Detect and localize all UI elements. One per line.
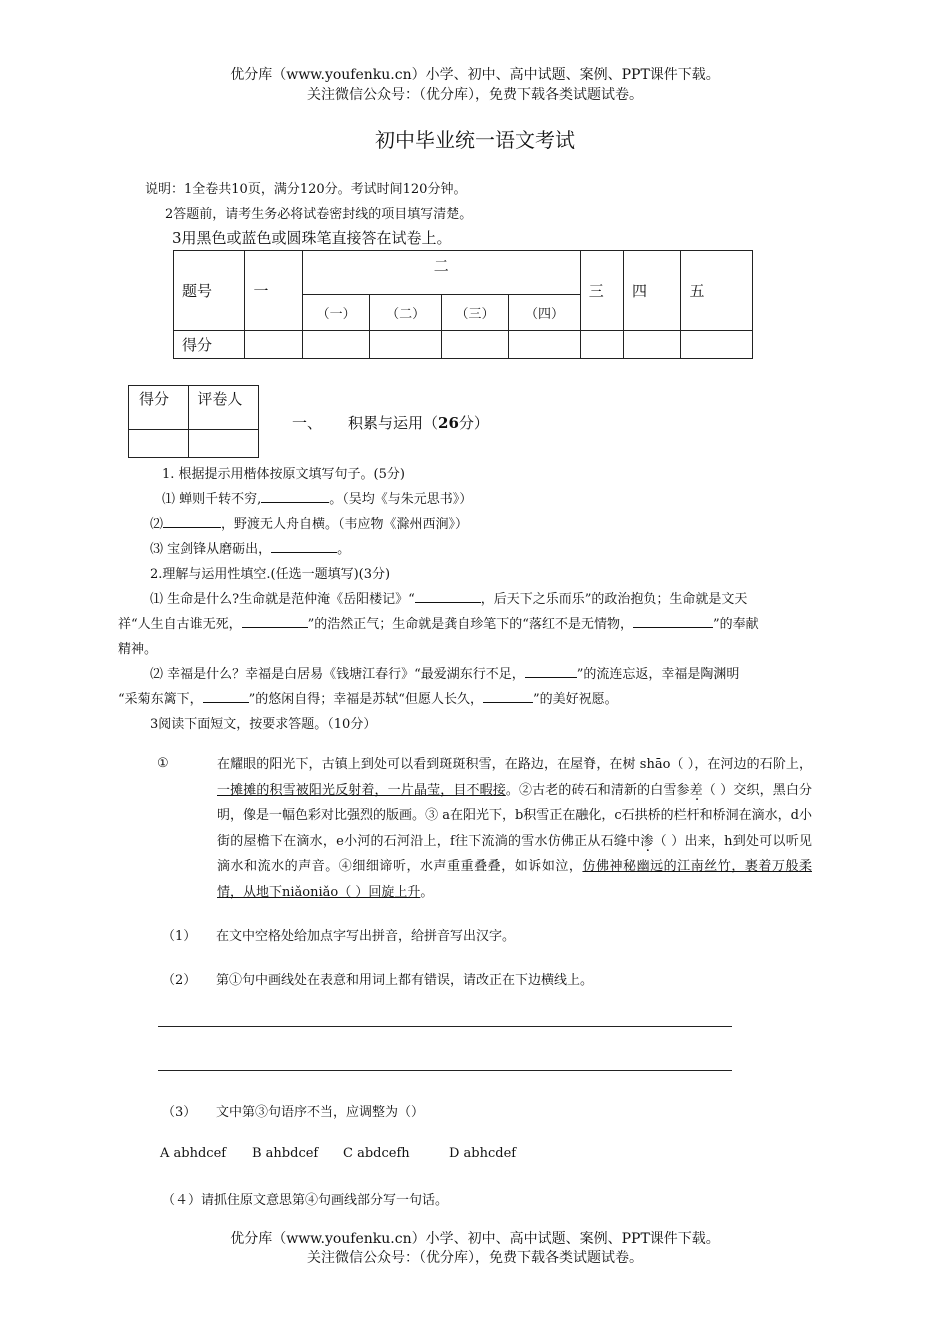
score-table-sub-2: （二） [370, 295, 441, 331]
q2-p2-c: “采菊东篱下， [118, 692, 203, 707]
score-cell[interactable] [245, 331, 302, 359]
q2-p2-blank-2[interactable] [203, 689, 249, 703]
score-table-sub-3: （三） [441, 295, 508, 331]
score-table-col-5: 五 [681, 251, 753, 331]
score-cell[interactable] [441, 331, 508, 359]
score-cell[interactable] [302, 331, 369, 359]
score-cell[interactable] [681, 331, 753, 359]
passage-underline-1: 一摊摊的积雪被阳光反射着，一片晶莹，目不暇接 [217, 782, 506, 798]
passage-part-1: 在耀眼的阳光下，古镇上到处可以看到斑斑积雪，在路边，在屋脊，在树 shāo（ ），在河边的石阶上， [217, 757, 812, 772]
q3-sub3-number: （3） [162, 1105, 197, 1120]
q1-a-suffix: 。（吴均《与朱元思书》） [329, 492, 473, 507]
passage-dotted-char-2: 渗 [640, 833, 654, 849]
q2-p1-blank-3[interactable] [633, 614, 713, 628]
q1-a-blank[interactable] [261, 489, 329, 503]
q3-sub1-text: 在文中空格处给加点字写出拼音，给拼音写出汉字。 [216, 929, 516, 944]
page-title: 初中毕业统一语文考试 [375, 128, 575, 152]
q3-sub2-number: （2） [162, 973, 197, 988]
q2-p2-e: ”的美好祝愿。 [532, 692, 618, 707]
q3-sub2-text: 第①句中画线处在表意和用词上都有错误，请改正在下边横线上。 [216, 973, 594, 988]
passage-part-3: 。②古老的砖石和清新的白雪参 [505, 782, 690, 798]
section-1-number: 一、 [292, 414, 323, 432]
q3-passage-marker: ① [157, 756, 169, 771]
score-cell[interactable] [370, 331, 441, 359]
footer-line-1: 优分库（www.youfenku.cn）小学、初中、高中试题、案例、PPT课件下载。 [230, 1231, 720, 1247]
grader-table [128, 385, 259, 458]
q2-p1-c: 祥“人生自古谁无死， [118, 617, 242, 632]
instruction-2: 2答题前，请考生务必将试卷密封线的项目填写清楚。 [165, 207, 473, 222]
q1-item-a [162, 488, 472, 507]
q2-p1-blank-1[interactable] [415, 589, 481, 603]
q1-b-suffix: ，野渡无人舟自横。（韦应物《滁州西涧》） [221, 517, 469, 532]
q2-p1-b: ，后天下之乐而乐”的政治抱负；生命就是文天 [480, 592, 748, 607]
score-table-score-label: 得分 [174, 331, 245, 359]
score-table-sub-1: （一） [302, 295, 369, 331]
q2-p2-d: ”的悠闲自得；幸福是苏轼“但愿人长久， [248, 692, 483, 707]
q1-c-suffix: 。 [337, 542, 351, 557]
score-table-col-1: 一 [245, 251, 302, 331]
score-cell[interactable] [624, 331, 681, 359]
q3-stem: 3阅读下面短文，按要求答题。（10分） [150, 717, 377, 732]
q2-p2-b: ”的流连忘返，幸福是陶渊明 [576, 667, 740, 682]
passage-part-7: 。 [420, 884, 434, 900]
instruction-1: 说明：1全卷共10页，满分120分。考试时间120分钟。 [145, 182, 467, 197]
passage-dotted-char-1: 差 [689, 782, 703, 798]
q2-p1-a: ⑴ 生命是什么?生命就是范仲淹《岳阳楼记》“ [150, 592, 415, 607]
section-1-name: 积累与运用（ [348, 414, 439, 432]
grader-score-cell[interactable] [129, 430, 189, 458]
q1-a-prefix: ⑴ 蝉则千转不穷, [162, 492, 262, 507]
score-table-question-label: 题号 [174, 251, 245, 331]
q1-item-c [150, 538, 350, 557]
grader-name-cell[interactable] [189, 430, 259, 458]
q2-p2-blank-3[interactable] [483, 689, 533, 703]
option-b[interactable]: B ahbdcef [252, 1146, 319, 1161]
q1-c-blank[interactable] [271, 539, 337, 553]
q2-p1-line3: 精神。 [118, 642, 158, 657]
q1-b-prefix: ⑵ [150, 517, 164, 532]
option-d[interactable]: D abhcdef [449, 1146, 517, 1161]
option-c[interactable]: C abdcefh [343, 1146, 410, 1161]
header-line-1: 优分库（www.youfenku.cn）小学、初中、高中试题、案例、PPT课件下载。 [230, 67, 720, 83]
passage-underline-2: 仿佛神秘幽远的江南丝竹，裹着万般柔情，从地下niǎoniǎo（ ）回旋上升 [217, 859, 812, 900]
q2-p1-line2 [118, 613, 759, 632]
score-table [173, 250, 753, 359]
score-cell[interactable] [580, 331, 623, 359]
q2-p1-e: ”的奉献 [712, 617, 759, 632]
q2-p1-blank-2[interactable] [242, 614, 308, 628]
score-cell[interactable] [509, 331, 580, 359]
q2-p2-blank-1[interactable] [525, 664, 577, 678]
header-line-2: 关注微信公众号：（优分库），免费下载各类试题试卷。 [307, 87, 643, 103]
q1-b-blank[interactable] [163, 514, 221, 528]
option-a[interactable]: A abhdcef [160, 1146, 227, 1161]
grader-table-score-label: 得分 [129, 386, 189, 430]
q2-p2-a: ⑵ 幸福是什么？幸福是白居易《钱塘江春行》“最爱湖东行不足， [150, 667, 525, 682]
footer-line-2: 关注微信公众号：（优分库），免费下载各类试题试卷。 [307, 1250, 643, 1266]
q1-c-prefix: ⑶ 宝剑锋从磨砺出， [150, 542, 272, 557]
score-table-sub-4: （四） [509, 295, 580, 331]
instruction-3: 3用黑色或蓝色或圆珠笔直接答在试卷上。 [172, 229, 452, 247]
answer-line-1[interactable] [158, 1026, 732, 1027]
answer-line-2[interactable] [158, 1070, 732, 1071]
q3-sub1-number: （1） [162, 929, 197, 944]
q2-p2-line1 [150, 663, 739, 682]
q3-sub4-text: （４）请抓住原文意思第④句画线部分写一句话。 [162, 1193, 449, 1208]
section-1-points: 26 [438, 414, 459, 432]
q2-p2-line2 [118, 688, 618, 707]
score-table-col-2: 二 [302, 251, 580, 295]
q2-stem: 2.理解与运用性填空.(任选一题填写)(3分) [150, 567, 391, 582]
q3-sub3-text: 文中第③句语序不当，应调整为（） [216, 1105, 425, 1120]
passage-part-5: （ ）出来，h到处可以听见滴水和流水的声音。④细细谛听，水声重重叠叠，如诉如泣， [217, 833, 812, 874]
section-1-heading [292, 412, 489, 433]
q2-p1-line1 [150, 588, 747, 607]
score-table-col-4: 四 [624, 251, 681, 331]
q1-stem: 1. 根据提示用楷体按原文填写句子。(5分) [162, 467, 405, 482]
q1-item-b [150, 513, 468, 532]
section-1-suffix: 分） [458, 414, 489, 432]
grader-table-grader-label: 评卷人 [189, 386, 259, 430]
q3-passage [217, 752, 812, 905]
score-table-col-3: 三 [580, 251, 623, 331]
q2-p1-d: ”的浩然正气；生命就是龚自珍笔下的“落红不是无情物， [307, 617, 633, 632]
passage-part-4: （ ）交织，黑白分明，像是一幅色彩对比强烈的版画。③ a在阳光下，b积雪正在融化，c石拱桥的栏杆和桥洞在滴水，d小街的屋檐下在滴水，e小河的石河沿上，f往下流淌的雪水仿佛正从石缝中 [217, 782, 812, 849]
